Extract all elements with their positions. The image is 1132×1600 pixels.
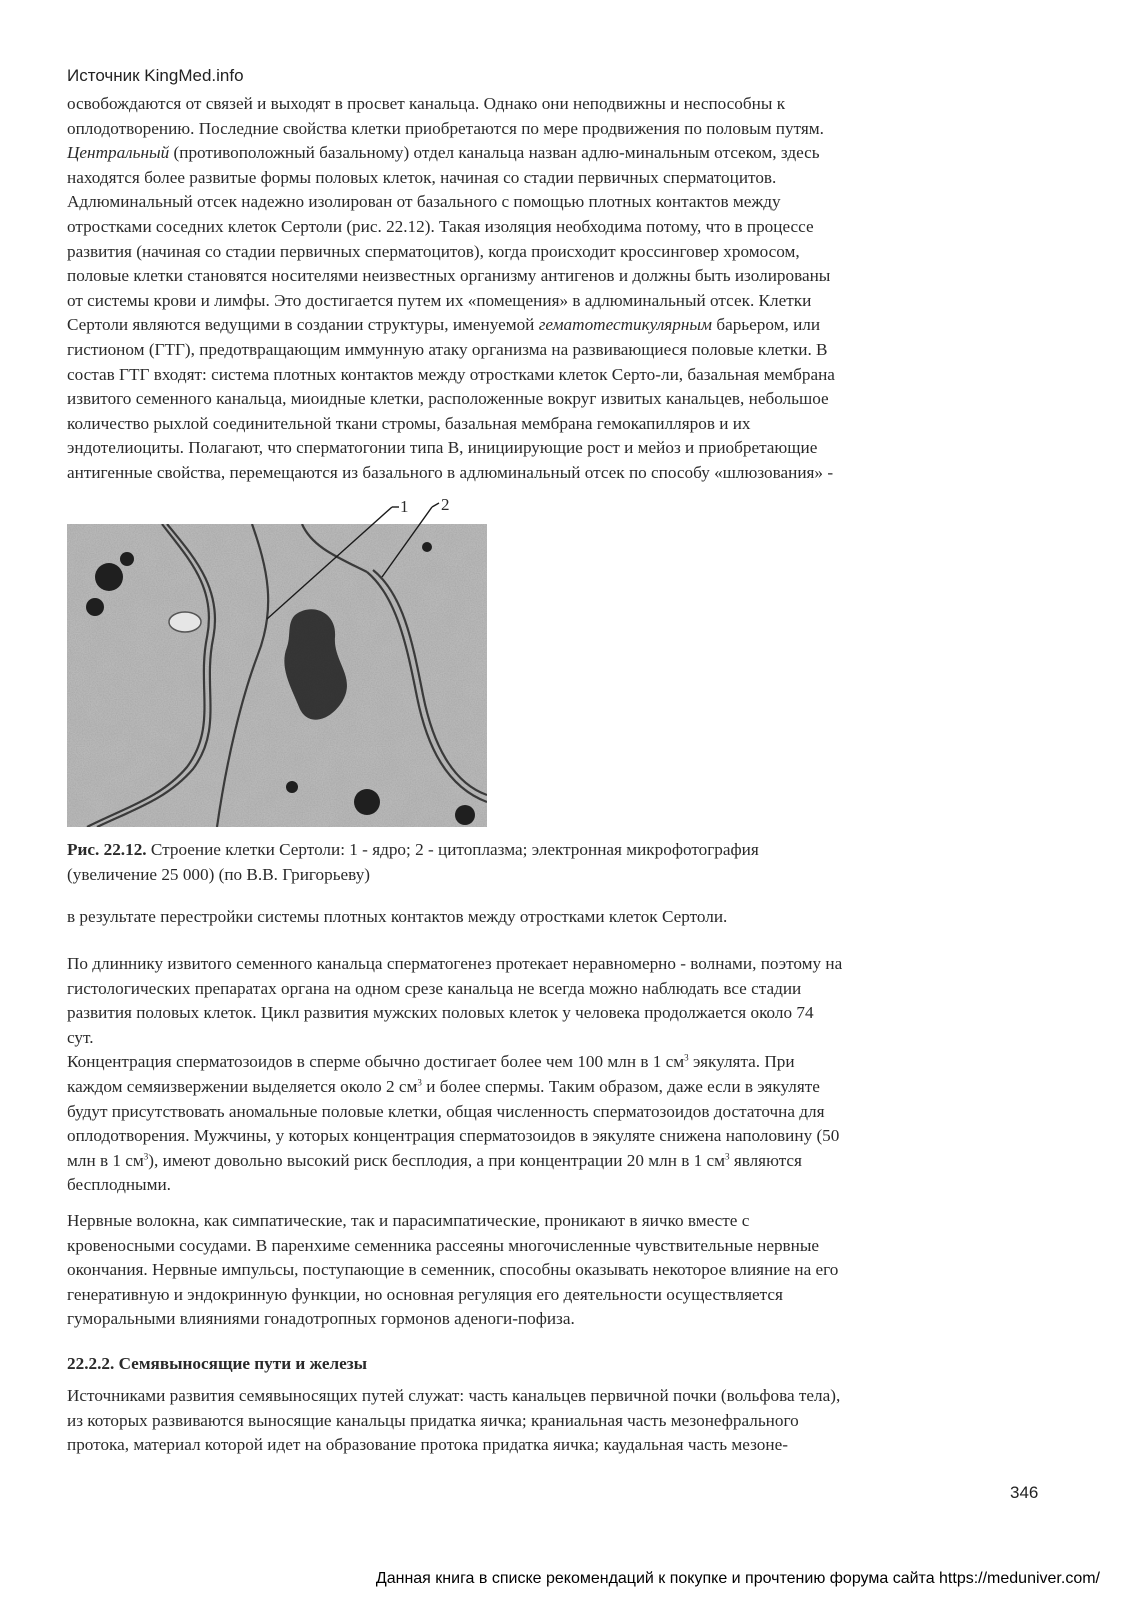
- text-line: находятся более развитые формы половых клеток, начиная со стадии первичных сперматоцитов.: [67, 167, 777, 187]
- paragraph-nerves: [67, 1209, 1057, 1332]
- text-line: кровеносными сосудами. В паренхиме семенника рассеяны многочисленные чувствительные нервные: [67, 1235, 820, 1255]
- text-line: гистионом (ГТГ), предотвращающим иммунную атаку организма на развивающиеся половые клетки. В: [67, 339, 828, 359]
- footer-note: [376, 1570, 1100, 1588]
- caption-line: [67, 838, 1057, 863]
- text-line: из которых развиваются выносящие канальцы придатка яичка; краниальная часть мезонефрального: [67, 1410, 799, 1430]
- text-line: [67, 313, 1057, 338]
- text-line: отростками соседних клеток Сертоли (рис. 22.12). Такая изоляция необходима потому, что в процессе: [67, 216, 814, 236]
- text-fragment: Концентрация сперматозоидов в сперме обычно достигает более чем 100 млн в 1 см: [67, 1052, 685, 1072]
- section-heading: 22.2.2. Семявыносящие пути и железы: [67, 1354, 368, 1373]
- footer-link[interactable]: https://meduniver.com/: [939, 1570, 1100, 1587]
- micrograph-image: [67, 497, 487, 827]
- caption-text: Строение клетки Сертоли: 1 - ядро; 2 - цитоплазма; электронная микрофотография: [146, 840, 759, 859]
- text-line: бесплодными.: [67, 1175, 171, 1195]
- text-line: [67, 1149, 1057, 1174]
- text-line: половые клетки становятся носителями неизвестных организму антигенов и должны быть изолированы: [67, 266, 831, 286]
- text-line: оплодотворению. Последние свойства клетки приобретаются по мере продвижения по половым путям.: [67, 118, 824, 138]
- figure-label-2: 2: [441, 495, 450, 514]
- text-line: гуморальными влияниями гонадотропных гормонов аденоги-пофиза.: [67, 1309, 575, 1329]
- figure-caption: [67, 838, 1057, 887]
- superscript: 3: [417, 1077, 422, 1088]
- text-line: развития (начиная со стадии первичных сперматоцитов), когда происходит кроссинговер хромосом,: [67, 241, 800, 261]
- text-line: состав ГТГ входят: система плотных контактов между отростками клеток Серто-ли, базальная мембрана: [67, 364, 835, 384]
- text-line: количество рыхлой соединительной ткани стромы, базальная мембрана гемокапилляров и их: [67, 413, 751, 433]
- text-fragment: Сертоли являются ведущими в создании структуры, именуемой: [67, 315, 539, 335]
- caption-figure-number: Рис. 22.12.: [67, 840, 147, 859]
- text-line: Нервные волокна, как симпатические, так и парасимпатические, проникают в яичко вместе с: [67, 1211, 750, 1230]
- page-number: 346: [1010, 1483, 1039, 1502]
- text-line: [67, 1050, 1057, 1075]
- superscript: 3: [143, 1151, 149, 1162]
- text-line: протока, материал которой идет на образование протока придатка яичка; каудальная часть мезоне-: [67, 1435, 788, 1455]
- italic-term: гематотестикулярным: [538, 315, 713, 335]
- text-fragment: являются: [729, 1150, 802, 1170]
- sertoli-cell-micrograph: [67, 497, 487, 827]
- source-label: Источник KingMed.info: [67, 66, 244, 85]
- text-fragment: (противоположный базальному) отдел канальца назван адлю-минальным отсеком, здесь: [169, 143, 820, 163]
- text-line: сут.: [67, 1027, 94, 1047]
- text-line: [67, 141, 1057, 166]
- footer-text: Данная книга в списке рекомендаций к покупке и прочтению форума сайта: [375, 1570, 940, 1587]
- text-line: оплодотворения. Мужчины, у которых концентрация сперматозоидов в эякуляте снижена наполовину (50: [67, 1126, 840, 1146]
- text-line: эндотелиоциты. Полагают, что сперматогонии типа В, инициирующие рост и мейоз и приобретающие: [67, 438, 818, 458]
- text-fragment: эякулята. При: [688, 1052, 795, 1072]
- superscript: 3: [684, 1052, 689, 1063]
- text-line: [67, 1075, 1057, 1100]
- text-line: от системы крови и лимфы. Это достигается путем их «помещения» в адлюминальный отсек. Клетки: [67, 290, 812, 310]
- text-line: будут присутствовать аномальные половые клетки, общая численность сперматозоидов достаточна для: [67, 1101, 825, 1121]
- text-fragment: каждом семяизвержении выделяется около 2 см: [67, 1076, 418, 1096]
- text-line: По длиннику извитого семенного канальца сперматогенез протекает неравномерно - волнами, поэтому на: [67, 954, 843, 973]
- italic-term: Центральный: [67, 143, 170, 163]
- text-line: Источниками развития семявыносящих путей служат: часть канальцев первичной почки (вольфова тела),: [67, 1386, 841, 1405]
- paragraph-spermatogenesis-wave: [67, 952, 1057, 1198]
- text-line: Адлюминальный отсек надежно изолирован от базального с помощью плотных контактов между: [67, 192, 781, 212]
- text-fragment: и более спермы. Таким образом, даже если в эякуляте: [421, 1076, 820, 1096]
- figure-label-1: 1: [400, 497, 409, 516]
- paragraph-ducts: [67, 1384, 1057, 1458]
- text-line: освобождаются от связей и выходят в просвет канальца. Однако они неподвижны и неспособны к: [67, 94, 786, 113]
- paragraph-continuation: [67, 905, 1057, 930]
- text-line: в результате перестройки системы плотных контактов между отростками клеток Сертоли.: [67, 907, 728, 926]
- text-line: извитого семенного канальца, миоидные клетки, расположенные вокруг извитых канальцев, небольшое: [67, 389, 829, 409]
- text-line: генеративную и эндокринную функции, но основная регуляция его деятельности осуществляется: [67, 1284, 783, 1304]
- text-fragment: млн в 1 см: [67, 1150, 144, 1170]
- text-line: развития половых клеток. Цикл развития мужских половых клеток у человека продолжается около 74: [67, 1003, 814, 1023]
- text-line: гистологических препаратах органа на одном срезе канальца не всегда можно наблюдать все стадии: [67, 978, 802, 998]
- caption-line: (увеличение 25 000) (по В.В. Григорьеву): [67, 864, 371, 884]
- superscript: 3: [725, 1151, 730, 1162]
- text-fragment: барьером, или: [712, 315, 821, 335]
- text-line: антигенные свойства, перемещаются из базального в адлюминальный отсек по способу «шлюзования» -: [67, 462, 834, 482]
- paragraph-intro: [67, 92, 1057, 486]
- text-fragment: ), имеют довольно высокий риск бесплодия, а при концентрации 20 млн в 1 см: [148, 1150, 726, 1170]
- text-line: окончания. Нервные импульсы, поступающие в семенник, способны оказывать некоторое влияние на его: [67, 1260, 839, 1280]
